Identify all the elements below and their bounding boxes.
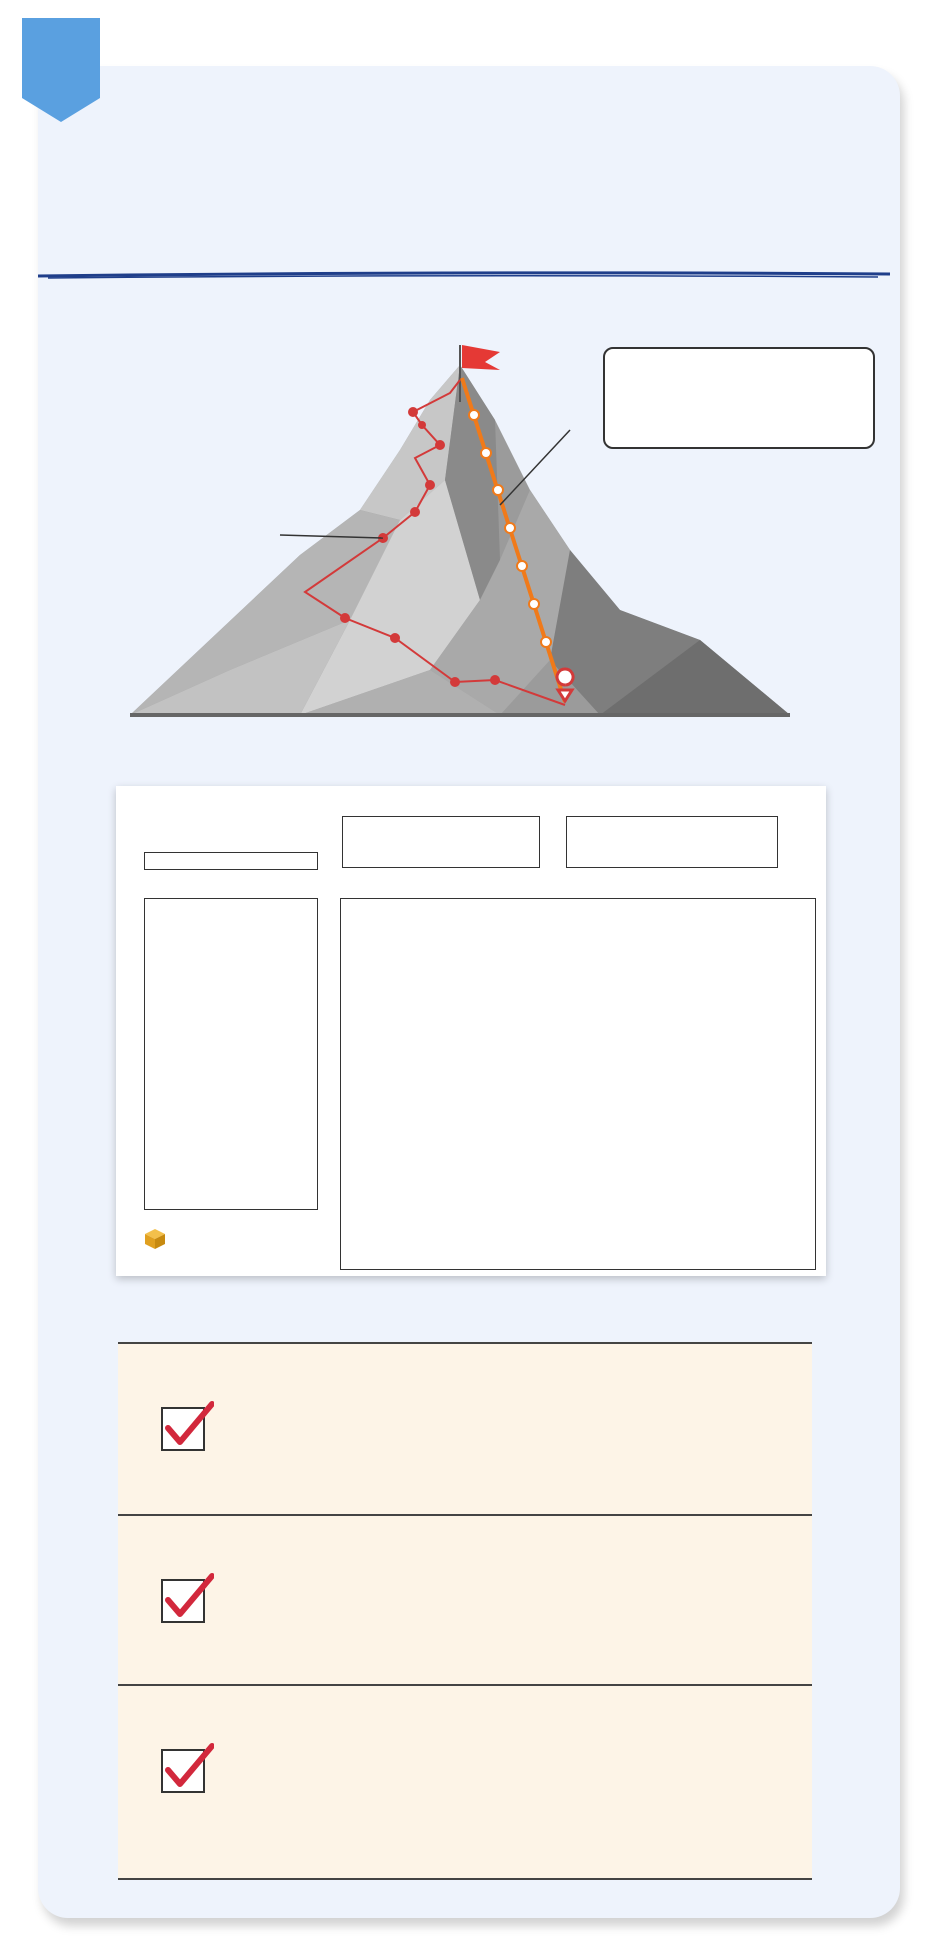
student-info-row — [144, 852, 318, 870]
feature-point-1 — [118, 1344, 812, 1510]
todo-list — [144, 898, 318, 1210]
checkbox-checked-icon — [160, 1742, 214, 1794]
commit-study-callout — [603, 347, 875, 449]
feature-points — [118, 1342, 812, 1880]
checkbox-checked-icon — [160, 1572, 214, 1624]
goal-box — [342, 816, 540, 868]
feature-point-2 — [118, 1514, 812, 1682]
cube-logo-icon — [144, 1228, 166, 1250]
commit-study-logo — [144, 1226, 172, 1228]
point-badge — [16, 14, 106, 126]
feature-point-3 — [118, 1684, 812, 1852]
checkbox-checked-icon — [160, 1400, 214, 1452]
goal-flag-icon — [462, 345, 500, 370]
headline-underline — [38, 271, 890, 279]
weekly-schedule-grid — [340, 898, 816, 1270]
advice-box — [566, 816, 778, 868]
weekly-study-plan-sheet — [116, 786, 826, 1276]
